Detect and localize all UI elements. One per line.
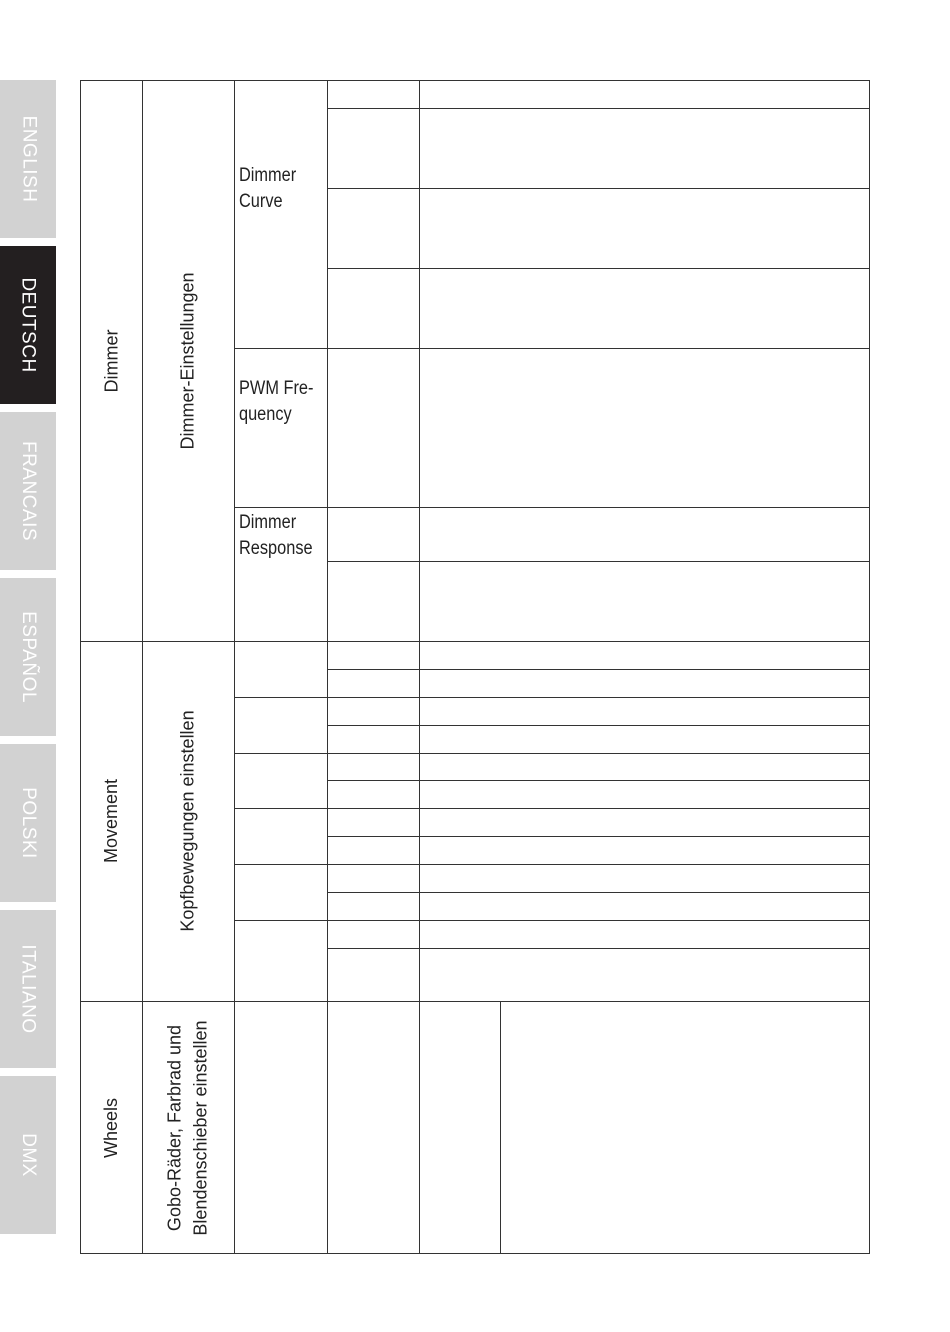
language-tab-polski[interactable] (0, 744, 56, 902)
section-movement-label: Movement (101, 778, 122, 864)
section-wheels-description: Gobo-Räder, Farbrad und Blendenschieber einstellen (165, 1019, 211, 1236)
section-dimmer-description: Dimmer-Einstellungen (178, 271, 199, 450)
language-tab-label: DMX (17, 1133, 39, 1177)
function-dimmer-curve: Dimmer Curve (239, 165, 297, 212)
section-movement-description: Kopfbewegungen einstellen (178, 710, 198, 932)
language-tab-espaol[interactable] (0, 578, 56, 736)
language-tab-francais[interactable] (0, 412, 56, 570)
language-tab-label: FRANCAIS (18, 440, 40, 542)
language-tab-label: ITALIANO (18, 944, 40, 1034)
section-dimmer-label: Dimmer (101, 329, 121, 392)
function-dimmer-response: Dimmer Response (239, 512, 313, 559)
language-tab-english[interactable] (0, 80, 56, 238)
language-tab-italiano[interactable] (0, 910, 56, 1068)
language-tab-label: ESPAÑOL (18, 611, 40, 703)
language-tab-label: DEUTSCH (18, 277, 39, 373)
settings-table (80, 80, 870, 1254)
language-tab-label: ENGLISH (18, 115, 40, 203)
section-wheels-label: Wheels (101, 1097, 121, 1158)
language-tab-dmx[interactable] (0, 1076, 56, 1234)
function-pwm-frequency: PWM Fre- quency (239, 378, 314, 425)
language-tab-label: POLSKI (18, 787, 39, 859)
language-tab-deutsch[interactable] (0, 246, 56, 404)
